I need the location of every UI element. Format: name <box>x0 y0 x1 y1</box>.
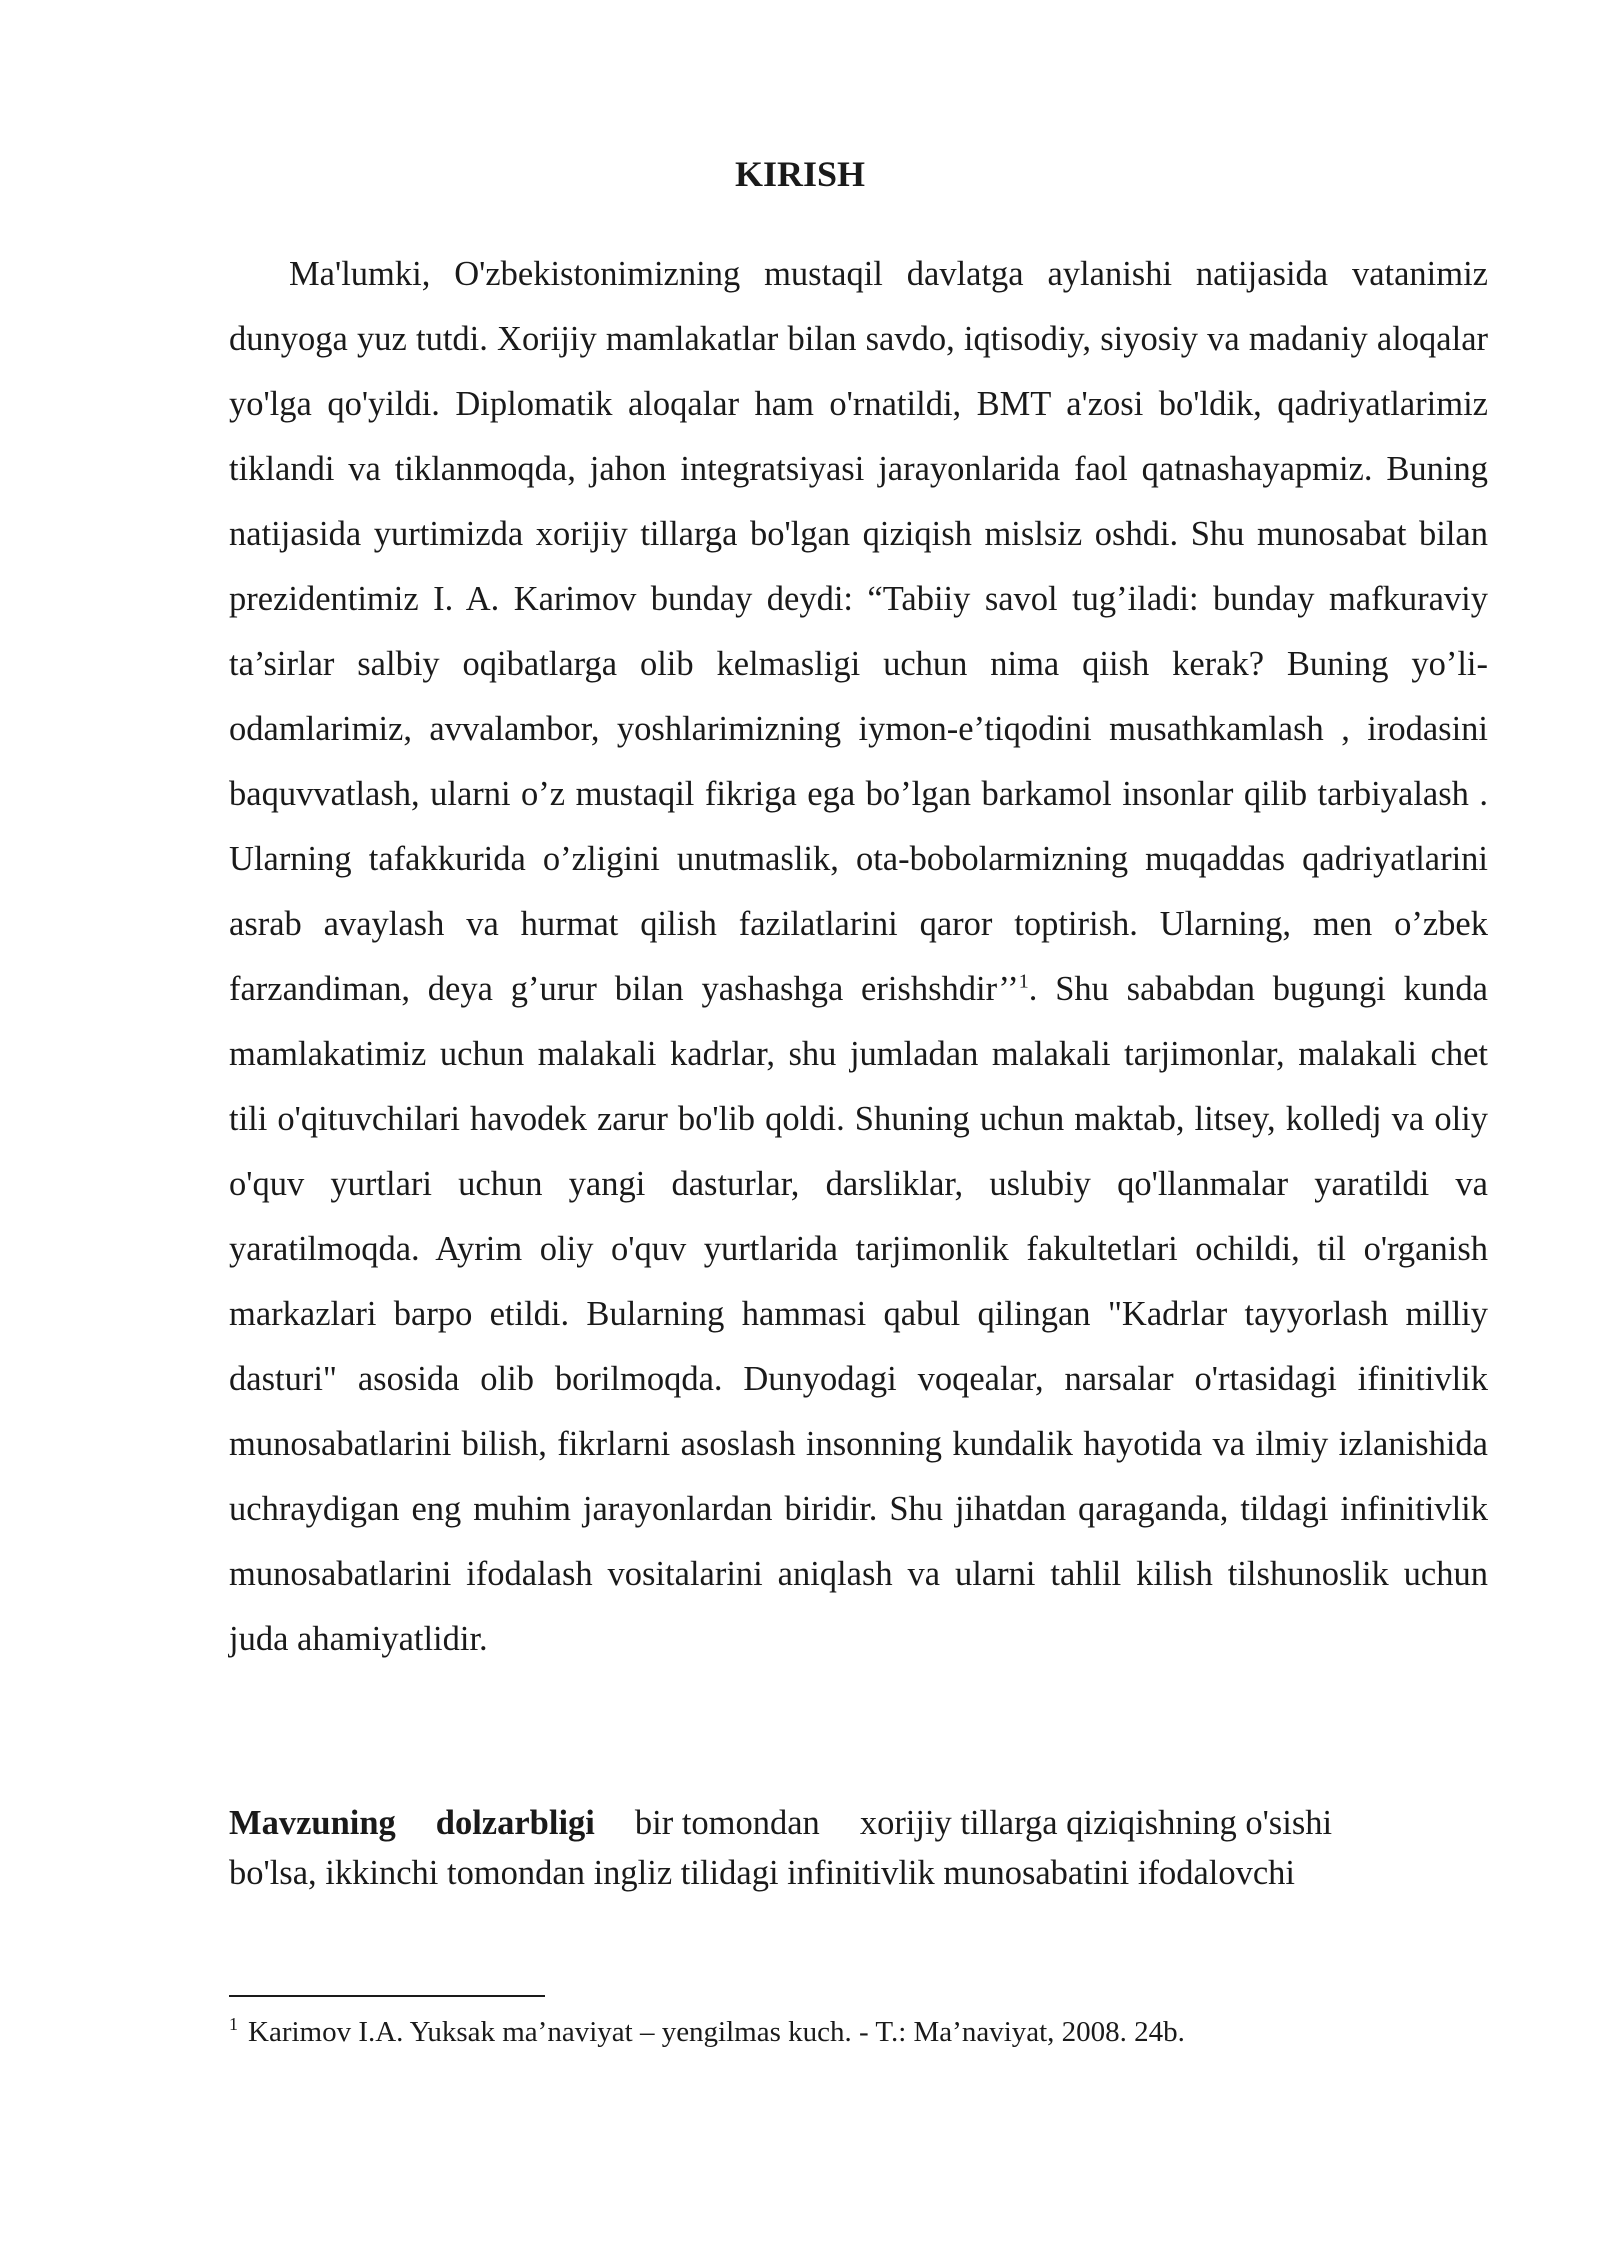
footnote-text: Karimov I.A. Yuksak ma’naviyat – yengilmas kuch. - T.: Ma’naviyat, 2008. 24b. <box>248 2016 1185 2048</box>
relevance-line-1 <box>229 1798 1488 1848</box>
relevance-paragraph <box>229 1798 1488 1898</box>
footnote-mark: 1 <box>229 2014 238 2035</box>
footnote <box>229 2012 1489 2052</box>
footnote-reference[interactable]: 1 <box>1018 970 1029 993</box>
intro-text-part-2: . Shu sababdan bugungi kunda mamlakatimiz uchun malakali kadrlar, shu jumladan malakali tarjimonlar, malakali chet tili o'qituvchilari havodek zarur bo'lib qoldi. Shuning uchun maktab, litsey, kolledj va oliy o'quv yurtlari uchun yangi dasturlar, darsliklar, uslubiy qo'llanmalar yaratildi va yaratilmoqda. Ayrim oliy o'quv yurtlarida tarjimonlik fakultetlari ochildi, til o'rganish markazlari barpo etildi. Bularning hammasi qabul qilingan "Kadrlar tayyorlash milliy dasturi" asosida olib borilmoqda. Dunyodagi voqealar, narsalar o'rtasidagi ifinitivlik munosabatlarini bilish, fikrlarni asoslash insonning kundalik hayotida va ilmiy izlanishida uchraydigan eng muhim jarayonlardan biridir. Shu jihatdan qaraganda, tildagi infinitivlik munosabatlarini ifodalash vositalarini aniqlash va ularni tahlil kilish tilshunoslik uchun juda ahamiyatlidir. <box>229 970 1488 1658</box>
relevance-lead-word-2: dolzarbligi <box>435 1804 595 1842</box>
page-title: KIRISH <box>734 154 866 194</box>
footnote-divider <box>229 1995 545 1997</box>
relevance-text-b: xorijiy tillarga qiziqishning o'sishi <box>859 1804 1333 1842</box>
relevance-lead-word-1: Mavzuning <box>229 1804 396 1842</box>
intro-text-part-1: Ma'lumki, O'zbekistonimizning mustaqil davlatga aylanishi natijasida vatanimiz dunyoga yuz tutdi. Xorijiy mamlakatlar bilan savdo, iqtisodiy, siyosiy va madaniy aloqalar yo'lga qo'yildi. Diplomatik aloqalar ham o'rnatildi, BMT a'zosi bo'ldik, qadriyatlarimiz tiklandi va tiklanmoqda, jahon integratsiyasi jarayonlarida faol qatnashayapmiz. Buning natijasida yurtimizda xorijiy tillarga bo'lgan qiziqish mislsiz oshdi. Shu munosabat bilan prezidentimiz I. A. Karimov bunday deydi: “Tabiiy savol tug’iladi: bunday mafkuraviy ta’sirlar salbiy oqibatlarga olib kelmasligi uchun nima qiish kerak? Buning yo’li- odamlarimiz, avvalambor, yoshlarimizning iymon-e’tiqodini musathkamlash , irodasini baquvvatlash, ularni o’z mustaqil fikriga ega bo’lgan barkamol insonlar qilib tarbiyalash . Ularning tafakkurida o’zligini unutmaslik, ota-bobolarmizning muqaddas qadriyatlarini asrab avaylash va hurmat qilish fazilatlarini qaror toptirish. Ularning, men o’zbek farzandiman, deya g’urur bilan yashashga erishshdir’’ <box>229 255 1488 1008</box>
intro-paragraph <box>229 242 1488 1672</box>
relevance-line-2: bo'lsa, ikkinchi tomondan ingliz tilidagi infinitivlik munosabatini ifodalovchi <box>229 1854 1295 1892</box>
relevance-text-a: bir tomondan <box>634 1804 820 1842</box>
